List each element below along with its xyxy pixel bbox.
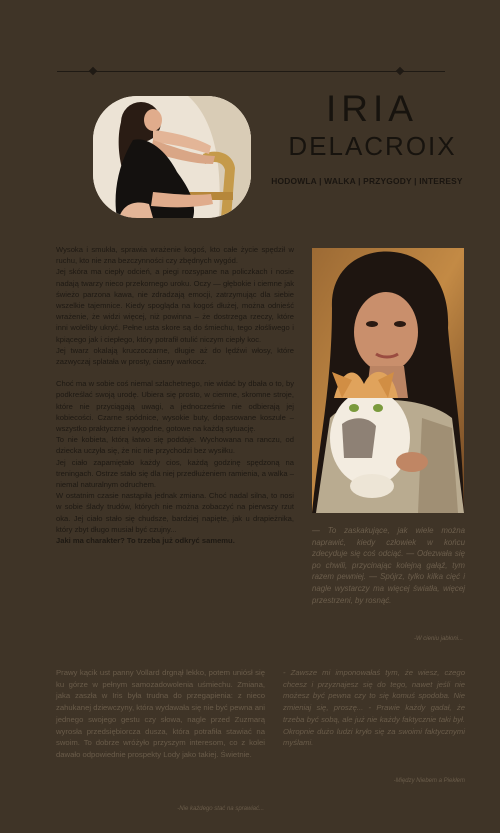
quote-right-attribution: -W cieniu jabłoni... — [413, 636, 463, 642]
description-paragraph: Wysoka i smukła, sprawia wrażenie kogoś, kto całe życie spędził w ruchu, kto nie zna bezczynności czy zbędnych wygód. — [56, 245, 294, 266]
description-paragraph: W ostatnim czasie nastąpiła jednak zmiana. Choć nadal silna, to nosi w sobie ślady trudów, których nie można zobaczyć na pierwszy rzut oka. Jej ciało stało się chudsze, bardziej napięte, jak u drapieżnika, który zbyt długo musiał być czujny... — [56, 491, 294, 534]
description-paragraph: Jej ciało zapamiętało każdy cios, każdą godzinę spędzoną na treningach. Ostrze stało się dla niej przedłużeniem ramienia, a walka – niemal naturalnym odruchem. — [56, 457, 294, 490]
description-paragraph: To nie kobieta, którą łatwo się poddaje. Wychowana na ranczu, od dziecka uczyła się, że nic nie przychodzi bez wysiłku. — [56, 435, 294, 456]
description-closing-line: Jaki ma charakter? To trzeba już odkryć samemu. — [56, 536, 235, 546]
header-portrait-image — [93, 96, 251, 218]
header-divider — [57, 71, 445, 72]
excerpt-right-text: - Zawsze mi imponowałaś tym, że wiesz, czego chcesz i przyznajesz się do tego, nawet jeśli nie możesz być pewna czy to się komuś spodoba. Nie zmieniaj się, proszę... - Prawie każdy gadał, że trzeba być sobą, ale już nie każdy faktycznie taki był. Okropnie dużo ludzi kryło się za swoimi faktycznymi myślami. — [283, 668, 465, 748]
character-portrait-with-cat — [312, 248, 464, 513]
character-description — [56, 244, 294, 546]
excerpt-right-attribution: -Między Niebem a Piekłem — [393, 778, 465, 784]
divider-ornament-right — [396, 67, 404, 75]
divider-ornament-left — [89, 67, 97, 75]
description-paragraph: Choć ma w sobie coś niemal szlachetnego, nie widać by dbała o to, by podkreślać swoją urodę. Ubiera się prosto, w ciemne, skromne stroje, które nie przyciągają uwagi, a jednocześnie nie odbierają jej kobiecości. Czarne spódnice, wysokie buty, dopasowane koszule – wszystko praktyczne i wygodne, gotowe na każdą sytuację. — [56, 379, 294, 434]
description-paragraph: Jej twarz okalają kruczoczarne, długie aż do lędźwi włosy, które zazwyczaj splatała w prosty, ciasny warkocz. — [56, 345, 294, 367]
excerpt-left-text: Prawy kącik ust panny Vollard drgnął lekko, potem uniósł się ku górze w pełnym samozadowolenia uśmiechu. Zmiana, jaka zaszła w Iris była trudna do przegapienia: z nieco zahukanej dziewczyny, która wydawała się nie być pewna ani jednego swojego gestu czy słowa, nagle przed Zuzmarą wyrosła przedsiębiorcza dusza, która potrafiła stawiać na swoim. To dobrze wróżyło przyszym interesom, co z kolei dawało odpowiednie prospekty Lody jako takiej. Świetnie. — [56, 668, 265, 759]
excerpt-left-attribution: -Nie każdego stać na sprawiać... — [177, 806, 264, 812]
character-first-name: IRIA — [326, 88, 418, 129]
quote-right-text: — To zaskakujące, jak wiele można naprawić, kiedy człowiek w końcu zdecyduje się coś odciąć. — Odezwała się po chwili, przycinając kolejną gałąź, tym razem pewniej. — Spójrz, tylko kilka cięć i nagle wystarczy ma więcej światła, więcej przestrzeni, by rosnąć. — [312, 526, 465, 605]
character-tags: HODOWLA | WALKA | PRZYGODY | INTERESY — [271, 176, 463, 186]
description-paragraph: Jej skóra ma ciepły odcień, a piegi rozsypane na policzkach i nosie nadają twarzy nieco przekornego uroku. Oczy — głębokie i ciemne jak świeżo parzona kawa, nie zdradzają emocji, zatrzymując dla siebie wszelkie tajemnice. Kiedy spogląda na kogoś dłużej, można odnieść wrażenie, że widzi więcej, niż powinna – że dostrzega rzeczy, które inni woleliby ukryć. Pełne usta skore są do śmiechu, tego złośliwego i kpiącego jak i ciepłego, który potrafił otulić niczym ciepły koc. — [56, 267, 294, 344]
character-last-name: DELACROIX — [288, 131, 457, 161]
